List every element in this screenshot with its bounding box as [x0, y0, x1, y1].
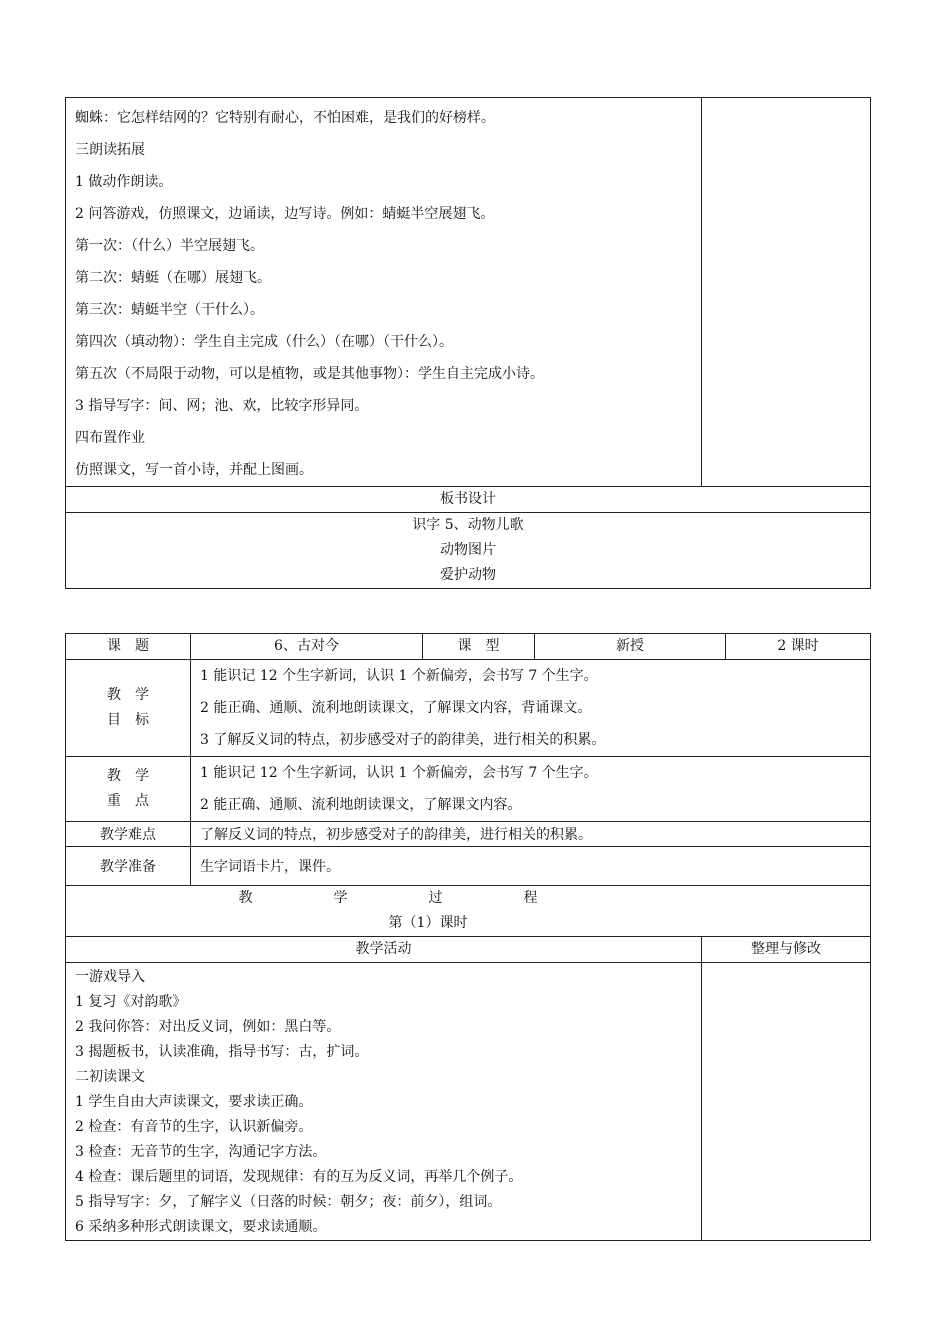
board-line: 爱护动物 [440, 567, 496, 583]
activity-line: 2 检查：有音节的生字，认识新偏旁。 [75, 1119, 313, 1135]
process-title: 教 学 过 程 [238, 890, 538, 906]
revise-content [702, 963, 871, 1241]
text-line: 第一次：（什么）半空展翅飞。 [75, 238, 264, 254]
activity-cell [66, 98, 702, 487]
activity-line: 6 采纳多种形式朗读课文，要求读通顺。 [75, 1219, 327, 1235]
activity-header: 教学活动 [66, 937, 702, 963]
lesson-continuation-table [65, 97, 871, 589]
topic-label: 课 题 [66, 634, 191, 660]
prep-content: 生字词语卡片，课件。 [191, 847, 871, 886]
activity-line: 一游戏导入 [75, 969, 145, 985]
text-line: 3 指导写字：间、网；池、欢，比较字形异同。 [75, 398, 369, 414]
topic-value: 6、古对今 [191, 634, 423, 660]
goal-item: 2 能正确、通顺、流利地朗读课文，了解课文内容，背诵课文。 [200, 700, 592, 716]
text-line: 第四次（填动物）：学生自主完成（什么）（在哪）（干什么）。 [75, 334, 453, 350]
focus-item: 1 能识记 12 个生字新词，认识 1 个新偏旁，会书写 7 个生字。 [200, 765, 598, 781]
type-value: 新授 [535, 634, 726, 660]
goal-item: 3 了解反义词的特点，初步感受对子的韵律美，进行相关的积累。 [200, 732, 606, 748]
activity-line: 二初读课文 [75, 1069, 145, 1085]
focus-item: 2 能正确、通顺、流利地朗读课文，了解课文内容。 [200, 797, 522, 813]
activity-table [65, 936, 871, 1241]
activity-line: 1 复习《对韵歌》 [75, 994, 187, 1010]
text-line: 三朗读拓展 [75, 142, 145, 158]
activity-content [66, 963, 702, 1241]
text-line: 第二次：蜻蜓（在哪）展翅飞。 [75, 270, 271, 286]
goal-item: 1 能识记 12 个生字新词，认识 1 个新偏旁，会书写 7 个生字。 [200, 668, 598, 684]
goals-content [191, 660, 871, 757]
lesson-info-table [65, 633, 871, 937]
text-line: 仿照课文，写一首小诗，并配上图画。 [75, 462, 313, 478]
text-line: 第三次：蜻蜓半空（干什么）。 [75, 302, 264, 318]
difficulty-content: 了解反义词的特点，初步感受对子的韵律美，进行相关的积累。 [191, 822, 871, 847]
process-header [66, 886, 871, 937]
text-line: 1 做动作朗读。 [75, 174, 173, 190]
activity-line: 3 揭题板书，认读准确，指导书写：古，扩词。 [75, 1044, 369, 1060]
text-line: 2 问答游戏，仿照课文，边诵读，边写诗。例如：蜻蜓半空展翅飞。 [75, 206, 495, 222]
lesson-number: 第（1）课时 [388, 915, 468, 931]
board-design-header: 板书设计 [66, 487, 871, 513]
revision-cell [702, 98, 871, 487]
revise-header: 整理与修改 [702, 937, 871, 963]
activity-line: 4 检查：课后题里的词语，发现规律：有的互为反义词，再举几个例子。 [75, 1169, 523, 1185]
activity-line: 1 学生自由大声读课文，要求读正确。 [75, 1094, 313, 1110]
type-label: 课 型 [423, 634, 535, 660]
board-line: 动物图片 [440, 542, 496, 558]
text-line: 第五次（不局限于动物，可以是植物，或是其他事物）：学生自主完成小诗。 [75, 366, 544, 382]
board-line: 识字 5、动物儿歌 [412, 517, 524, 533]
difficulty-label: 教学难点 [66, 822, 191, 847]
activity-line: 5 指导写字：夕，了解字义（日落的时候：朝夕；夜：前夕），组词。 [75, 1194, 502, 1210]
focus-label: 教 学 重 点 [66, 757, 191, 822]
board-design-content [66, 513, 871, 589]
activity-line: 3 检查：无音节的生字，沟通记字方法。 [75, 1144, 327, 1160]
goals-label: 教 学 目 标 [66, 660, 191, 757]
prep-label: 教学准备 [66, 847, 191, 886]
activity-line: 2 我问你答：对出反义词，例如：黑白等。 [75, 1019, 341, 1035]
focus-content [191, 757, 871, 822]
text-line: 四布置作业 [75, 430, 145, 446]
text-line: 蜘蛛：它怎样结网的？它特别有耐心，不怕困难，是我们的好榜样。 [75, 110, 495, 126]
hours-value: 2 课时 [726, 634, 871, 660]
